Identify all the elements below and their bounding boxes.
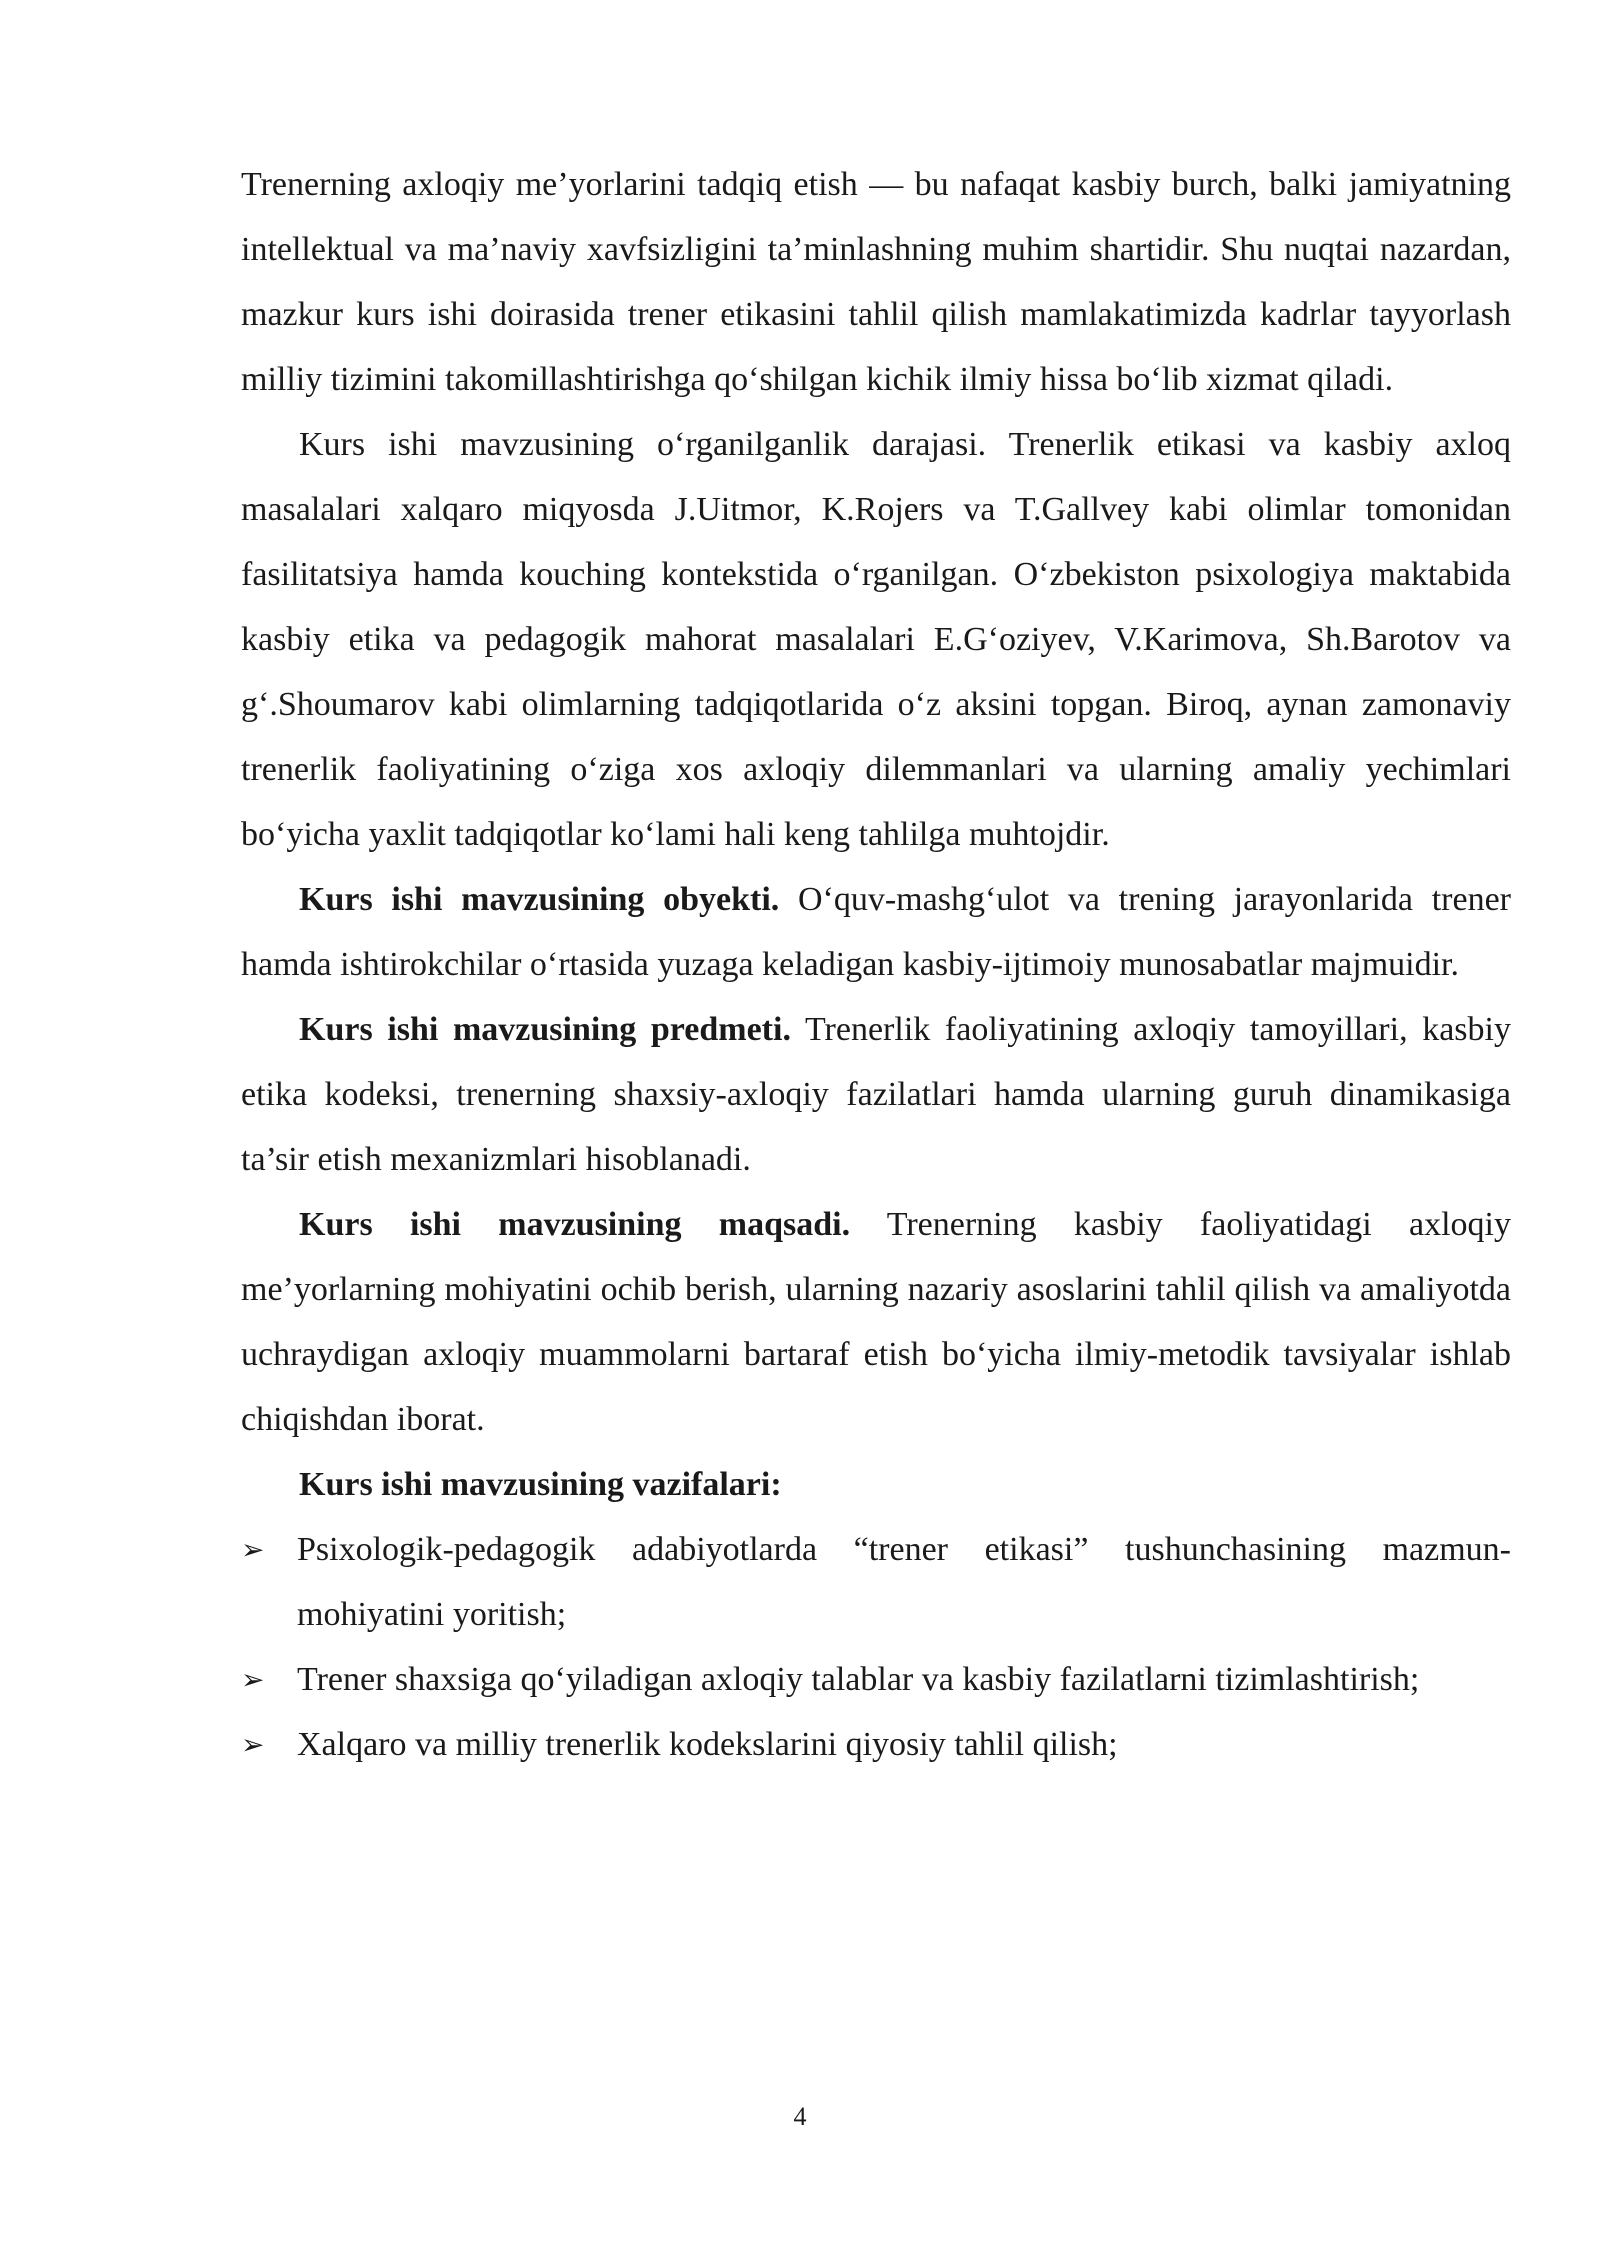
arrow-bullet-icon: ➢ <box>241 1728 265 1761</box>
object-body: O‘quv-mashg‘ulot va trening jarayonlarida trener hamda ishtirokchilar o‘rtasida yuzaga keladigan kasbiy-ijtimoiy munosabatlar majmuidir. <box>241 881 1512 983</box>
task-item-2 <box>241 1647 1511 1712</box>
task-text-2: Trener shaxsiga qo‘yiladigan axloqiy talablar va kasbiy fazilatlarni tizimlashtirish; <box>297 1661 1420 1698</box>
goal-lead: Kurs ishi mavzusining maqsadi. <box>299 1206 851 1243</box>
subject-body: Trenerlik faoliyatining axloqiy tamoyillari, kasbiy etika kodeksi, trenerning shaxsiy-axloqiy fazilatlari hamda ularning guruh dinamikasiga ta’sir etish mexanizmlari hisoblanadi. <box>241 1011 1511 1178</box>
arrow-bullet-icon: ➢ <box>241 1663 265 1696</box>
paragraph-intro: Trenerning axloqiy me’yorlarini tadqiq etish — bu nafaqat kasbiy burch, balki jamiyatning intellektual va ma’naviy xavfsizligini ta’minlashning muhim shartidir. Shu nuqtai nazardan, mazkur kurs ishi doirasida trener etikasini tahlil qilish mamlakatimizda kadrlar tayyorlash milliy tizimini takomillashtirishga qo‘shilgan kichik ilmiy hissa bo‘lib xizmat qiladi. <box>241 166 1511 398</box>
tasks-list <box>241 1517 1511 1777</box>
task-item-3 <box>241 1712 1511 1777</box>
paragraph-subject <box>241 997 1511 1192</box>
task-text-1: Psixologik-pedagogik adabiyotlarda “trener etikasi” tushunchasining mazmun-mohiyatini yoritish; <box>297 1531 1511 1633</box>
page-number: 4 <box>793 2102 807 2131</box>
paragraph-object <box>241 867 1511 997</box>
page-body <box>241 152 1511 1777</box>
subject-lead: Kurs ishi mavzusining predmeti. <box>299 1011 791 1048</box>
object-lead: Kurs ishi mavzusining obyekti. <box>299 881 780 918</box>
task-text-3: Xalqaro va milliy trenerlik kodekslarini qiyosiy tahlil qilish; <box>297 1726 1118 1763</box>
arrow-bullet-icon: ➢ <box>241 1533 265 1566</box>
paragraph-research-degree: Kurs ishi mavzusining o‘rganilganlik darajasi. Trenerlik etikasi va kasbiy axloq masalalari xalqaro miqyosda J.Uitmor, K.Rojers va T.Gallvey kabi olimlar tomonidan fasilitatsiya hamda kouching kontekstida o‘rganilgan. O‘zbekiston psixologiya maktabida kasbiy etika va pedagogik mahorat masalalari E.G‘oziyev, V.Karimova, Sh.Barotov va g‘.Shoumarov kabi olimlarning tadqiqotlarida o‘z aksini topgan. Biroq, aynan zamonaviy trenerlik faoliyatining o‘ziga xos axloqiy dilemmanlari va ularning amaliy yechimlari bo‘yicha yaxlit tadqiqotlar ko‘lami hali keng tahlilga muhtojdir. <box>241 426 1511 853</box>
paragraph-goal <box>241 1192 1511 1452</box>
task-item-1 <box>241 1517 1511 1647</box>
tasks-heading: Kurs ishi mavzusining vazifalari: <box>299 1466 782 1503</box>
goal-body: Trenerning kasbiy faoliyatidagi axloqiy me’yorlarning mohiyatini ochib berish, ularning nazariy asoslarini tahlil qilish va amaliyotda uchraydigan axloqiy muammolarni bartaraf etish bo‘yicha ilmiy-metodik tavsiyalar ishlab chiqishdan iborat. <box>241 1206 1511 1438</box>
